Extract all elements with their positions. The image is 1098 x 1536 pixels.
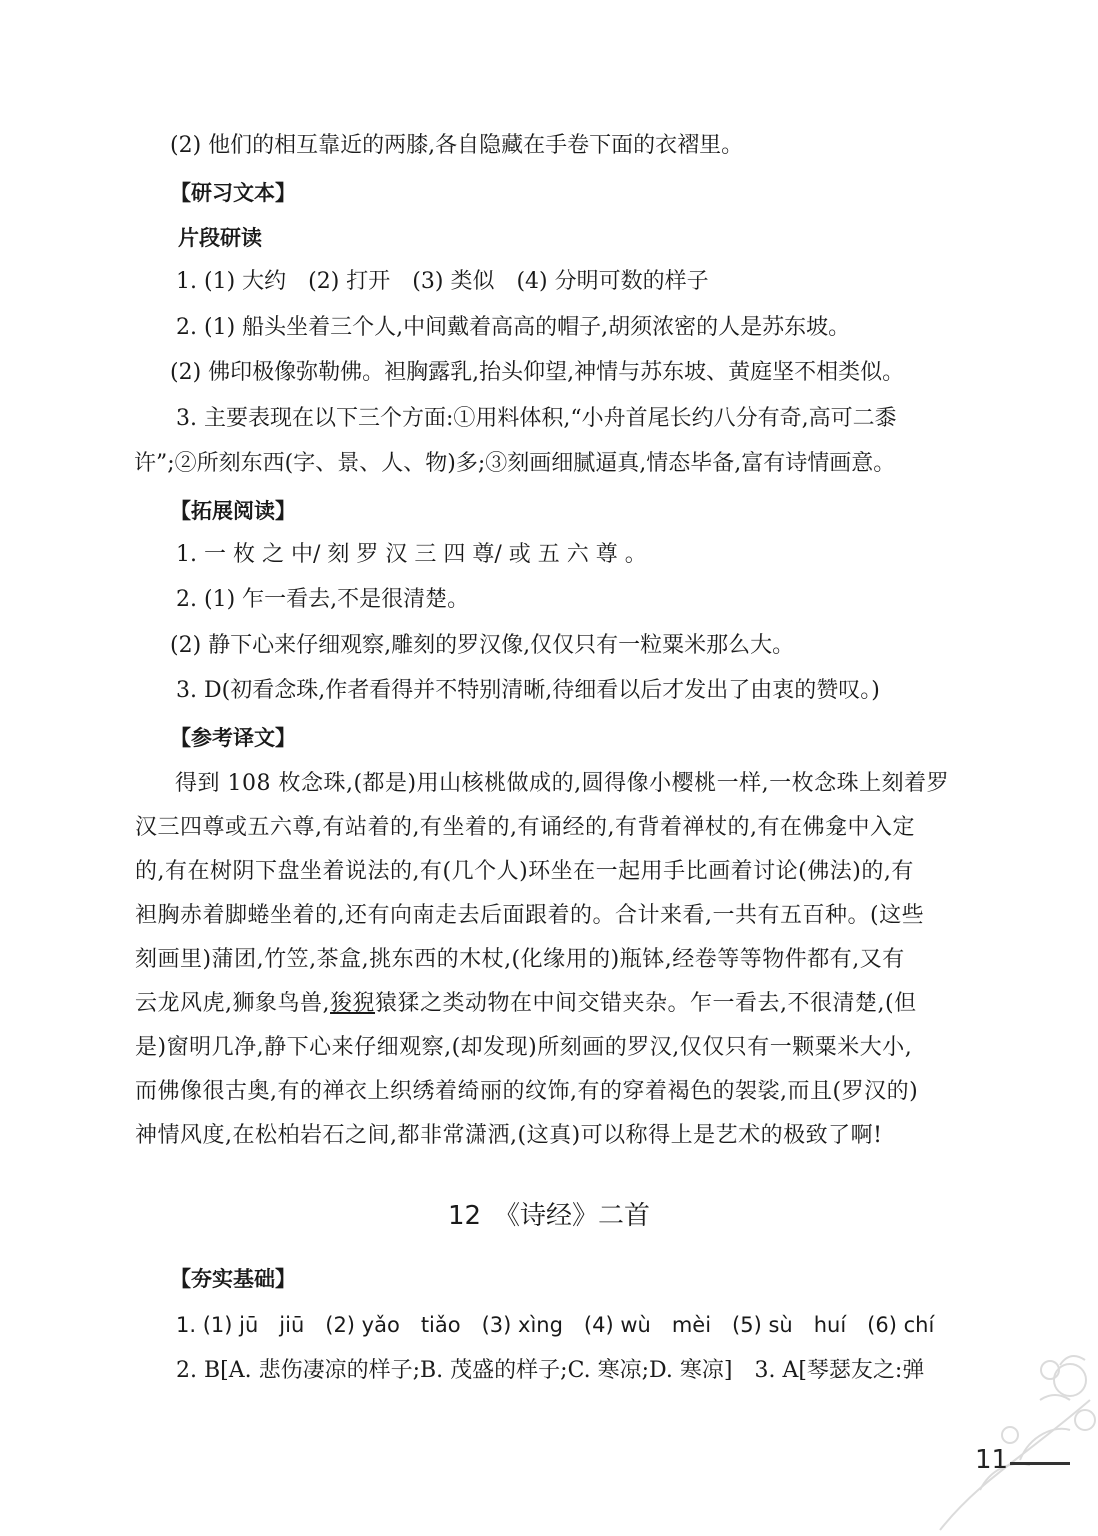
section-heading-foundation: 【夯实基础】 [170, 1267, 296, 1291]
translation-line: 刻画里)蒲团,竹笠,茶盒,挑东西的木杖,(化缘用的)瓶钵,经卷等等物件都有,又有 [135, 947, 905, 972]
page-number-rule [1010, 1462, 1070, 1465]
translation-line: 的,有在树阴下盘坐着说法的,有(几个人)环坐在一起用手比画着讨论(佛法)的,有 [135, 859, 914, 884]
translation-fragment: 云龙风虎,狮象鸟兽, [135, 991, 330, 1016]
answer-line: (2) 佛印极像弥勒佛。袒胸露乳,抬头仰望,神情与苏东坡、黄庭坚不相类似。 [170, 360, 905, 385]
translation-line [135, 982, 965, 1026]
answer-line: 许”;②所刻东西(字、景、人、物)多;③刻画细腻逼真,情态毕备,富有诗情画意。 [134, 451, 896, 476]
translation-line: 汉三四尊或五六尊,有站着的,有坐着的,有诵经的,有背着禅杖的,有在佛龛中入定 [135, 815, 915, 840]
answer-line: (2) 静下心来仔细观察,雕刻的罗汉像,仅仅只有一粒粟米那么大。 [170, 633, 795, 658]
subheading-excerpt-reading: 片段研读 [178, 226, 262, 250]
answer-line-pinyin: 1. (1) jū jiū (2) yǎo tiǎo (3) xìng (4) wù mèi (5) sù huí (6) chí [176, 1313, 935, 1337]
answer-line: (2) 他们的相互靠近的两膝,各自隐藏在手卷下面的衣褶里。 [170, 133, 744, 158]
translation-line: 袒胸赤着脚蜷坐着的,还有向南走去后面跟着的。合计来看,一共有五百种。(这些 [135, 903, 925, 928]
translation-paragraph [135, 762, 965, 1158]
translation-line: 神情风度,在松柏岩石之间,都非常潇洒,(这真)可以称得上是艺术的极致了啊! [135, 1123, 883, 1148]
translation-line: 是)窗明几净,静下心来仔细观察,(却发现)所刻画的罗汉,仅仅只有一颗粟米大小, [135, 1035, 913, 1060]
translation-fragment: 猿猱之类动物在中间交错夹杂。乍一看去,不很清楚,(但 [375, 991, 917, 1016]
answer-line: 1. (1) 大约 (2) 打开 (3) 类似 (4) 分明可数的样子 [176, 269, 709, 294]
answer-line: 3. 主要表现在以下三个方面:①用料体积,“小舟首尾长约八分有奇,高可二黍 [176, 406, 897, 431]
lesson-title: 12 《诗经》二首 [447, 1201, 651, 1231]
answer-line: 2. (1) 船头坐着三个人,中间戴着高高的帽子,胡须浓密的人是苏东坡。 [176, 315, 851, 340]
floral-watermark-icon [920, 1340, 1098, 1536]
answer-line: 2. B[A. 悲伤凄凉的样子;B. 茂盛的样子;C. 寒凉;D. 寒凉] 3. A[琴瑟友之:弹 [176, 1358, 925, 1383]
section-heading-study-text: 【研习文本】 [170, 181, 296, 205]
page-number: 11 [975, 1445, 1009, 1475]
section-heading-extended-reading: 【拓展阅读】 [170, 499, 296, 523]
translation-line: 而佛像很古奥,有的禅衣上织绣着绮丽的纹饰,有的穿着褐色的袈裟,而且(罗汉的) [135, 1079, 919, 1104]
answer-line: 1. 一 枚 之 中/ 刻 罗 汉 三 四 尊/ 或 五 六 尊 。 [176, 542, 647, 567]
answer-line: 3. D(初看念珠,作者看得并不特别清晰,待细看以后才发出了由衷的赞叹。) [176, 678, 880, 703]
answer-line: 2. (1) 乍一看去,不是很清楚。 [176, 587, 470, 612]
section-heading-reference-translation: 【参考译文】 [170, 726, 296, 750]
translation-line: 得到 108 枚念珠,(都是)用山核桃做成的,圆得像小樱桃一样,一枚念珠上刻着罗 [175, 771, 950, 796]
underlined-term: 狻猊 [330, 991, 376, 1016]
